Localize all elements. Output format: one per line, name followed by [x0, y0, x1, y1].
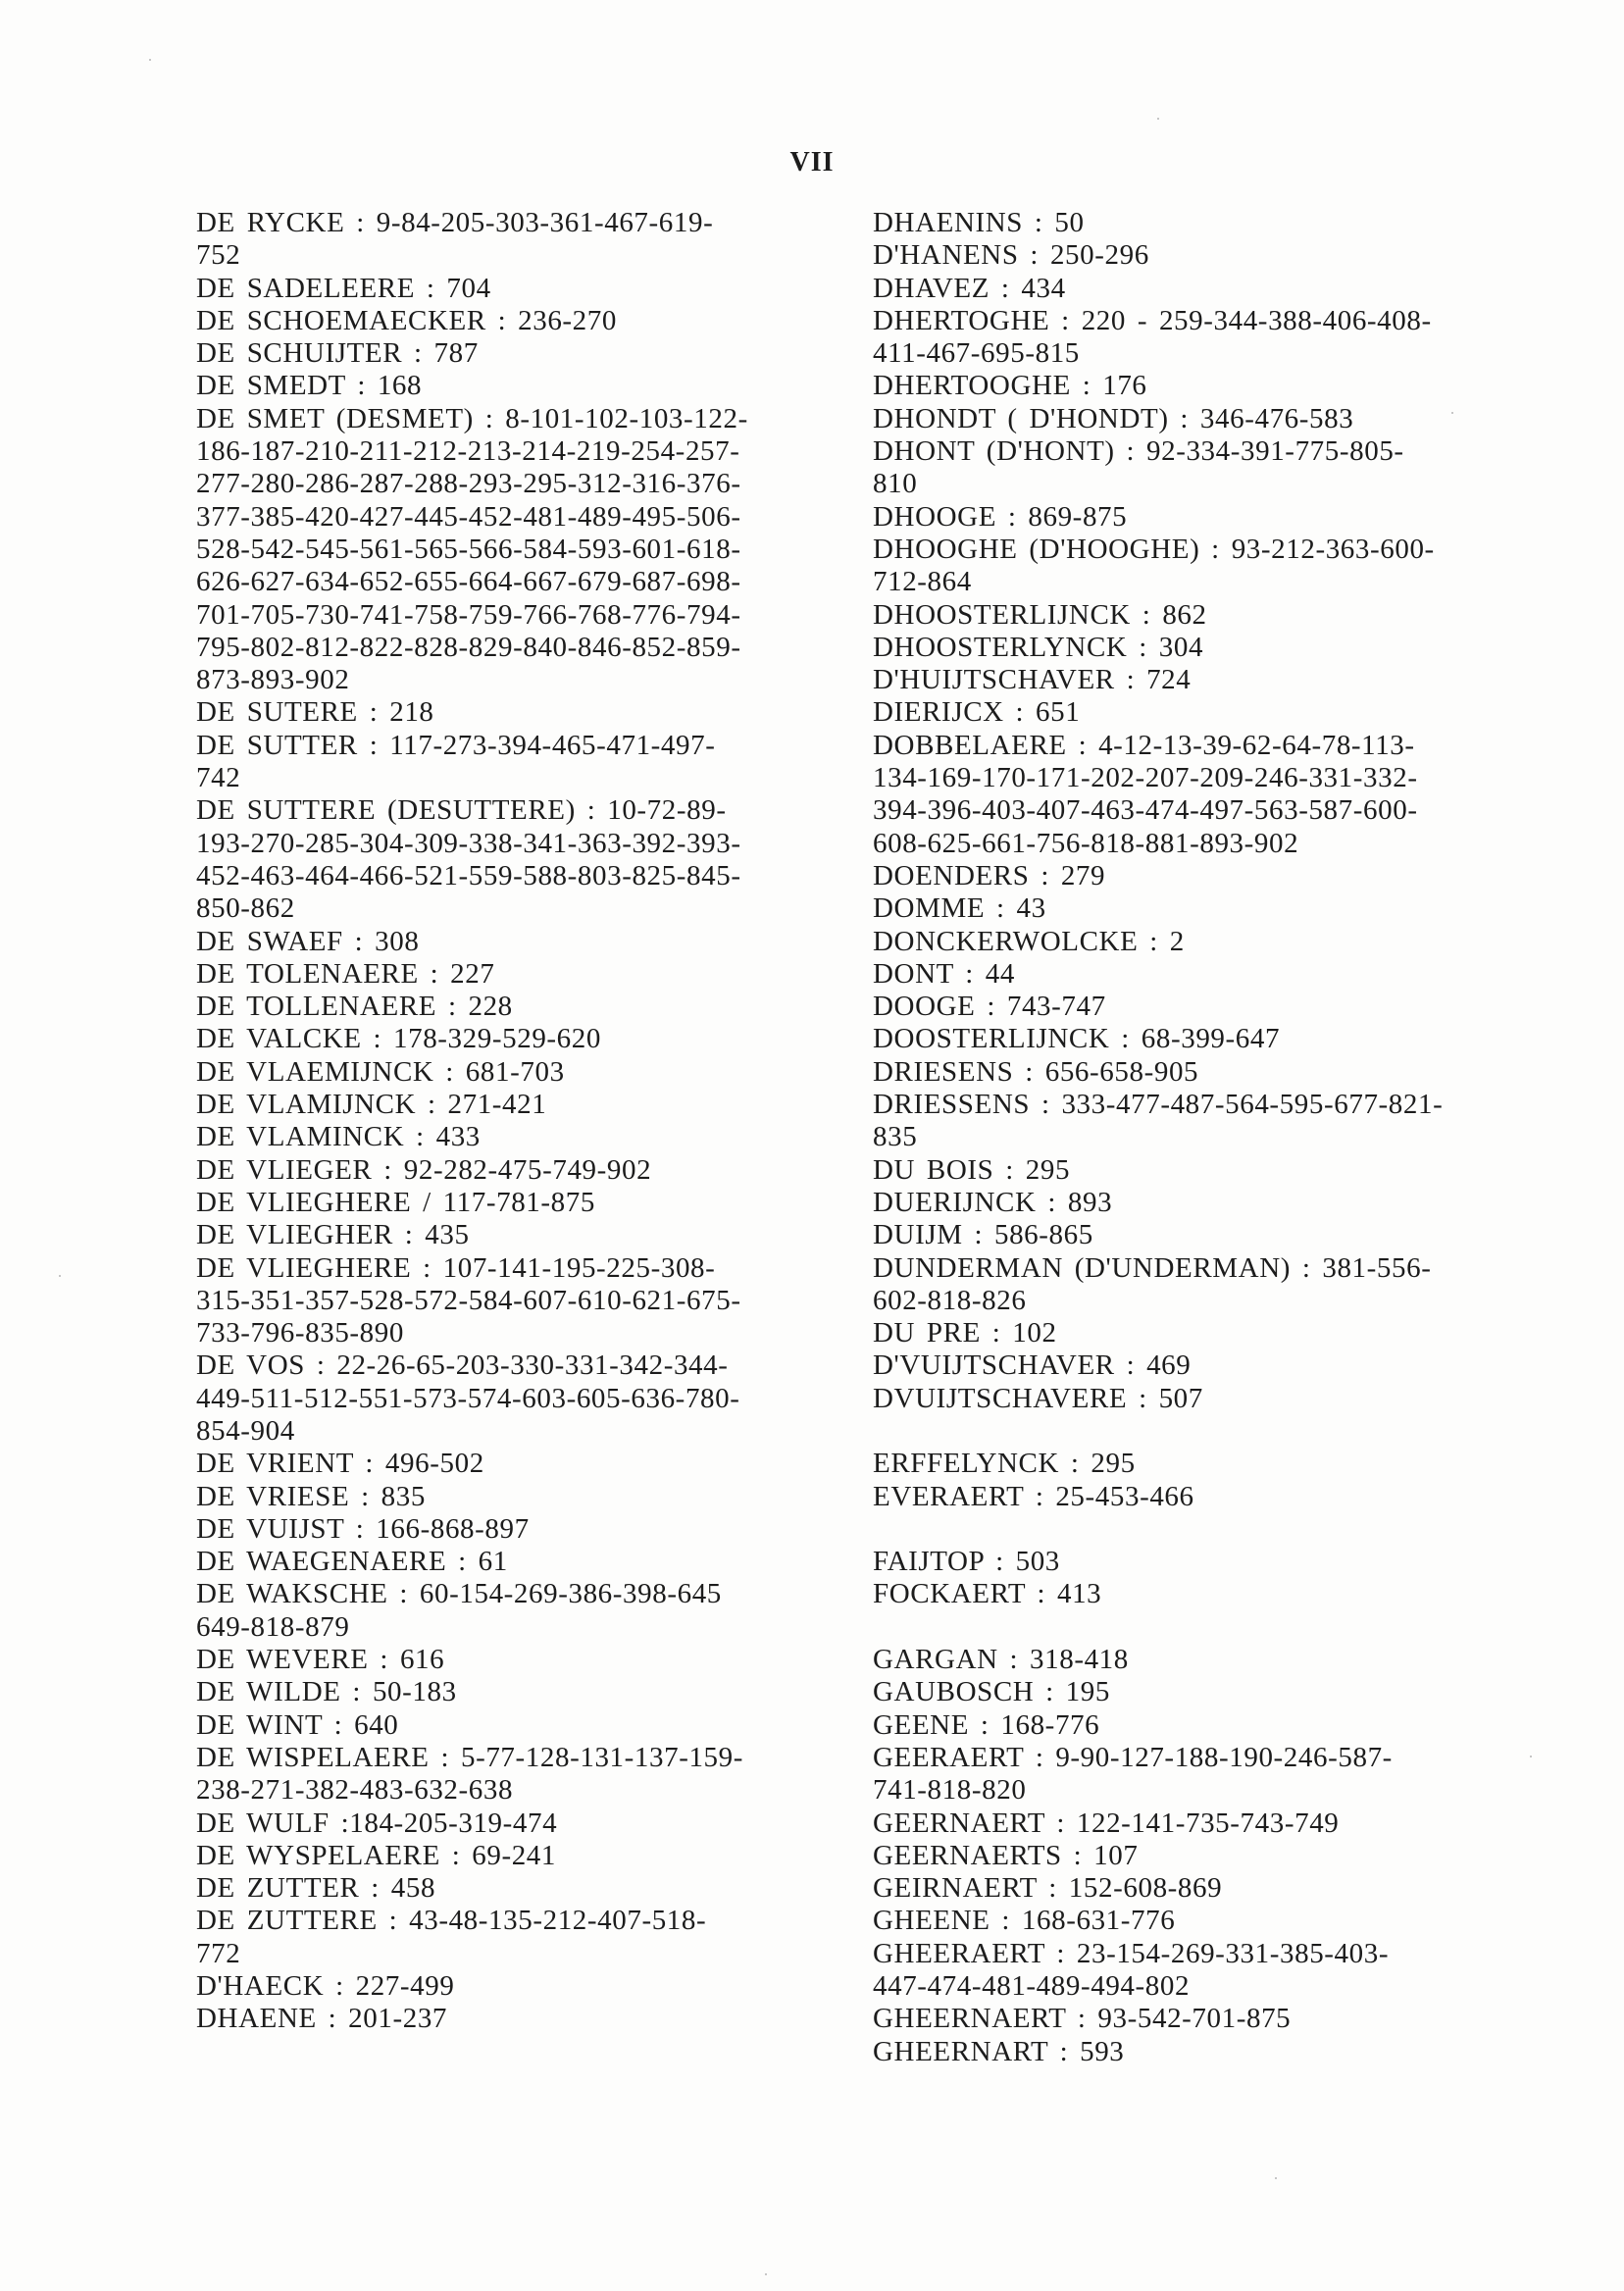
index-entry-line: GAUBOSCH : 195: [873, 1676, 1110, 1708]
index-entry-line: DE WEVERE : 616: [196, 1644, 445, 1676]
scan-speck: [1530, 1756, 1532, 1757]
index-entry-line: DE VRIENT : 496-502: [196, 1448, 484, 1480]
index-entry-line: DUNDERMAN (D'UNDERMAN) : 381-556-: [873, 1251, 1432, 1284]
index-entry-line: GHEERAERT : 23-154-269-331-385-403-: [873, 1937, 1390, 1969]
index-entry-line: DE VLIEGHERE : 107-141-195-225-308-: [196, 1251, 716, 1284]
index-entry-line: DHERTOOGHE : 176: [873, 370, 1147, 402]
index-entry-line: DE VLAMIJNCK : 271-421: [196, 1089, 547, 1121]
index-entry-line: 449-511-512-551-573-574-603-605-636-780-: [196, 1382, 740, 1414]
index-entry-line: 394-396-403-407-463-474-497-563-587-600-: [873, 794, 1418, 827]
section-gap: [873, 1611, 1540, 1644]
index-entry-line: 835: [873, 1121, 918, 1153]
index-entry-line: GEERNAERT : 122-141-735-743-749: [873, 1807, 1340, 1839]
index-entry-line: DHOOSTERLIJNCK : 862: [873, 598, 1207, 631]
index-entry-line: DOMME : 43: [873, 892, 1046, 925]
index-entry-line: 447-474-481-489-494-802: [873, 1970, 1191, 2003]
scan-speck: [1451, 412, 1453, 414]
index-entry-line: 602-818-826: [873, 1284, 1027, 1316]
index-entry-line: D'VUIJTSCHAVER : 469: [873, 1349, 1192, 1382]
index-entry-line: DE VALCKE : 178-329-529-620: [196, 1023, 601, 1055]
index-entry-line: 741-818-820: [873, 1774, 1027, 1807]
index-entry-line: DOOGE : 743-747: [873, 991, 1106, 1023]
index-entry-line: 452-463-464-466-521-559-588-803-825-845-: [196, 859, 741, 891]
index-entry-line: EVERAERT : 25-453-466: [873, 1480, 1194, 1512]
index-entry-line: 377-385-420-427-445-452-481-489-495-506-: [196, 500, 741, 533]
scan-speck: [149, 59, 151, 61]
index-entry-line: DE VLIEGHER : 435: [196, 1219, 470, 1251]
index-entry-line: DE SMEDT : 168: [196, 370, 423, 402]
index-entry-line: DOBBELAERE : 4-12-13-39-62-64-78-113-: [873, 729, 1415, 761]
index-entry-line: 810: [873, 468, 918, 500]
index-entry-line: DRIESSENS : 333-477-487-564-595-677-821-: [873, 1089, 1444, 1121]
index-entry-line: 772: [196, 1937, 241, 1969]
index-entry-line: DRIESENS : 656-658-905: [873, 1055, 1199, 1088]
index-entry-line: ERFFELYNCK : 295: [873, 1448, 1136, 1480]
index-entry-line: 649-818-879: [196, 1610, 350, 1643]
index-entry-line: DE WAKSCHE : 60-154-269-386-398-645: [196, 1578, 722, 1610]
index-entry-line: DOOSTERLIJNCK : 68-399-647: [873, 1023, 1281, 1055]
index-entry-line: DVUIJTSCHAVERE : 507: [873, 1382, 1203, 1414]
index-entry-line: DE SADELEERE : 704: [196, 272, 491, 304]
index-column-right: [873, 207, 1540, 2068]
index-entry-line: D'HUIJTSCHAVER : 724: [873, 664, 1192, 696]
index-entry-line: DE VOS : 22-26-65-203-330-331-342-344-: [196, 1349, 729, 1382]
index-entry-line: DU BOIS : 295: [873, 1153, 1071, 1186]
index-entry-line: GARGAN : 318-418: [873, 1644, 1129, 1676]
index-entry-line: DHONDT ( D'HONDT) : 346-476-583: [873, 402, 1354, 434]
index-entry-line: DE SUTTERE (DESUTTERE) : 10-72-89-: [196, 794, 727, 827]
index-column-left: [196, 207, 843, 2036]
index-entry-line: 528-542-545-561-565-566-584-593-601-618-: [196, 533, 741, 565]
index-entry-line: DE RYCKE : 9-84-205-303-361-467-619-: [196, 207, 714, 238]
index-entry-line: GEERAERT : 9-90-127-188-190-246-587-: [873, 1741, 1393, 1773]
index-entry-line: DE TOLLENAERE : 228: [196, 991, 513, 1023]
index-entry-line: DHAENE : 201-237: [196, 2003, 448, 2035]
index-entry-line: DIERIJCX : 651: [873, 696, 1081, 729]
section-gap: [873, 1513, 1540, 1546]
index-entry-line: 315-351-357-528-572-584-607-610-621-675-: [196, 1284, 741, 1316]
index-entry-line: DOENDERS : 279: [873, 859, 1106, 891]
index-entry-line: 626-627-634-652-655-664-667-679-687-698-: [196, 566, 741, 598]
scan-speck: [1275, 2177, 1277, 2179]
index-entry-line: DE SUTTER : 117-273-394-465-471-497-: [196, 729, 716, 761]
index-entry-line: FOCKAERT : 413: [873, 1578, 1102, 1610]
index-entry-line: DE SMET (DESMET) : 8-101-102-103-122-: [196, 402, 748, 434]
index-entry-line: DE WILDE : 50-183: [196, 1676, 457, 1708]
index-entry-line: 701-705-730-741-758-759-766-768-776-794-: [196, 598, 741, 631]
index-entry-line: DE SCHOEMAECKER : 236-270: [196, 304, 617, 336]
section-gap: [873, 1415, 1540, 1448]
index-entry-line: 238-271-382-483-632-638: [196, 1774, 514, 1807]
index-entry-line: DE SCHUIJTER : 787: [196, 337, 479, 370]
index-entry-line: DE ZUTTERE : 43-48-135-212-407-518-: [196, 1905, 707, 1937]
index-entry-line: GHEENE : 168-631-776: [873, 1905, 1176, 1937]
index-entry-line: DUIJM : 586-865: [873, 1219, 1093, 1251]
index-entry-line: DE SUTERE : 218: [196, 696, 434, 729]
index-entry-line: DE WAEGENAERE : 61: [196, 1546, 508, 1578]
index-entry-line: 277-280-286-287-288-293-295-312-316-376-: [196, 468, 741, 500]
index-entry-line: DU PRE : 102: [873, 1317, 1057, 1349]
page-number: [0, 147, 1624, 178]
index-entry-line: 186-187-210-211-212-213-214-219-254-257-: [196, 435, 740, 468]
index-entry-line: 850-862: [196, 892, 295, 925]
index-entry-line: D'HANENS : 250-296: [873, 239, 1149, 272]
index-entry-line: 873-893-902: [196, 664, 350, 696]
index-entry-line: DHAENINS : 50: [873, 207, 1085, 238]
index-entry-line: DUERIJNCK : 893: [873, 1186, 1113, 1218]
index-entry-line: GHEERNART : 593: [873, 2035, 1125, 2067]
index-entry-line: 854-904: [196, 1414, 295, 1447]
index-entry-line: FAIJTOP : 503: [873, 1546, 1060, 1578]
index-entry-line: DE WULF :184-205-319-474: [196, 1807, 558, 1839]
scan-speck: [765, 2273, 767, 2275]
index-entry-line: DHOOGHE (D'HOOGHE) : 93-212-363-600-: [873, 533, 1435, 565]
scan-speck: [1157, 118, 1159, 120]
index-entry-line: DONCKERWOLCKE : 2: [873, 925, 1185, 957]
index-entry-line: D'HAECK : 227-499: [196, 1970, 455, 2003]
index-entry-line: DE VLIEGER : 92-282-475-749-902: [196, 1153, 652, 1186]
index-entry-line: DHOOGE : 869-875: [873, 500, 1128, 533]
index-entry-line: DE VLAEMIJNCK : 681-703: [196, 1055, 565, 1088]
index-entry-line: 608-625-661-756-818-881-893-902: [873, 827, 1299, 859]
index-entry-line: GEERNAERTS : 107: [873, 1839, 1139, 1871]
index-entry-line: DE WYSPELAERE : 69-241: [196, 1839, 557, 1871]
page-number-text: VII: [789, 147, 835, 178]
index-entry-line: 712-864: [873, 566, 972, 598]
index-entry-line: DE ZUTTER : 458: [196, 1872, 436, 1905]
index-entry-line: DHOOSTERLYNCK : 304: [873, 631, 1204, 663]
index-entry-line: GEENE : 168-776: [873, 1708, 1100, 1741]
index-entry-line: 795-802-812-822-828-829-840-846-852-859-: [196, 631, 741, 663]
index-entry-line: GEIRNAERT : 152-608-869: [873, 1872, 1223, 1905]
index-entry-line: DE WISPELAERE : 5-77-128-131-137-159-: [196, 1741, 744, 1773]
index-entry-line: 411-467-695-815: [873, 337, 1080, 370]
index-entry-line: 193-270-285-304-309-338-341-363-392-393-: [196, 827, 741, 859]
scan-speck: [59, 1275, 61, 1277]
index-entry-line: 134-169-170-171-202-207-209-246-331-332-: [873, 762, 1418, 794]
index-entry-line: GHEERNAERT : 93-542-701-875: [873, 2003, 1292, 2035]
index-entry-line: DE VLAMINCK : 433: [196, 1121, 481, 1153]
index-entry-line: DE VLIEGHERE / 117-781-875: [196, 1186, 595, 1218]
index-entry-line: 742: [196, 762, 241, 794]
index-entry-line: 752: [196, 239, 241, 272]
index-entry-line: DHONT (D'HONT) : 92-334-391-775-805-: [873, 435, 1404, 468]
index-entry-line: DE VRIESE : 835: [196, 1480, 426, 1512]
index-entry-line: 733-796-835-890: [196, 1317, 404, 1349]
index-entry-line: DHERTOGHE : 220 - 259-344-388-406-408-: [873, 304, 1432, 336]
index-entry-line: DONT : 44: [873, 957, 1015, 990]
index-entry-line: DE SWAEF : 308: [196, 925, 420, 957]
index-entry-line: DE TOLENAERE : 227: [196, 957, 495, 990]
index-entry-line: DHAVEZ : 434: [873, 272, 1066, 304]
index-entry-line: DE VUIJST : 166-868-897: [196, 1512, 530, 1545]
index-entry-line: DE WINT : 640: [196, 1708, 399, 1741]
